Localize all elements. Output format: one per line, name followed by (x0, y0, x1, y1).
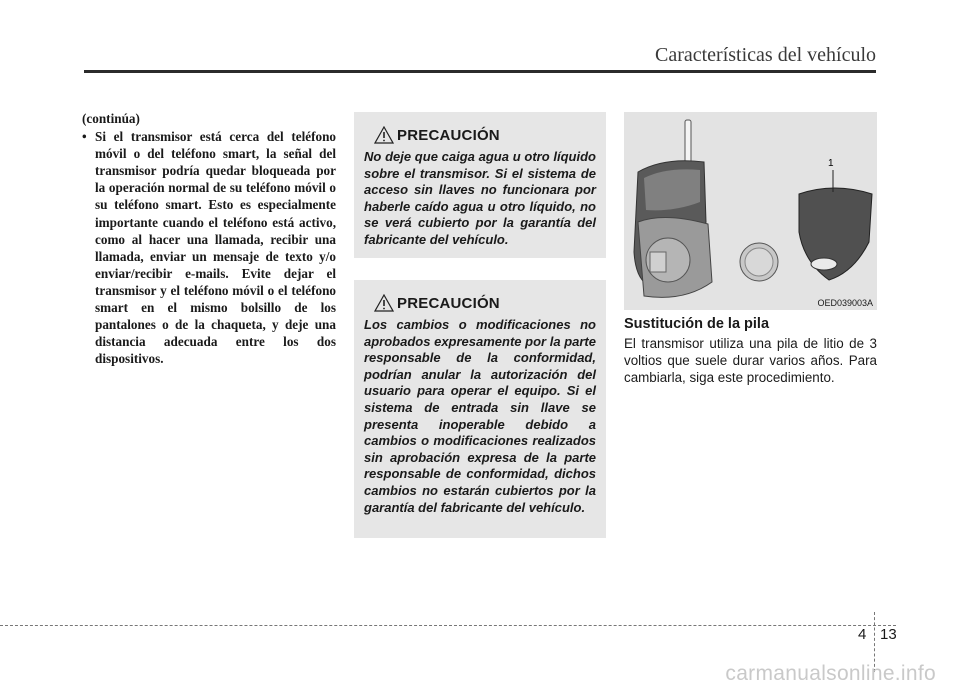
page-header-title: Características del vehículo (654, 44, 876, 66)
section-body: El transmisor utiliza una pila de litio de 3 voltios que suele durar varios años. Para cambiarla, siga este procedimiento. (624, 336, 877, 385)
bullet-item (82, 128, 336, 367)
warning-triangle-icon (374, 126, 394, 144)
chapter-number: 4 (858, 626, 867, 643)
caution-body: No deje que caiga agua u otro líquido sobre el transmisor. Si el sistema de acceso sin llaves no funcionara por haberle caído agua u otro líquido, no se verá cubierto por la garantía del fabricante del vehículo. (364, 149, 596, 247)
bullet-text: Si el transmisor está cerca del teléfono móvil o del teléfono smart, la señal del transmisor podría quedar bloqueada por la operación normal de su teléfono móvil o su teléfono smart. Esto es especialmente importante cuando el teléfono está activo, como al hacer una llamada, recibir una llamada, enviar un mensaje de texto y/o enviar/recibir e-mails. Evite dejar el transmisor y el teléfono móvil o el teléfono smart en el mismo bolsillo de los pantalones o de la chaqueta, y deje una distancia adecuada entre los dos dispositivos. (95, 129, 336, 367)
caution-title: PRECAUCIÓN (397, 127, 500, 144)
callout-number: 1 (828, 158, 834, 169)
figure-code: OED039003A (817, 298, 873, 308)
caution-body: Los cambios o modificaciones no aprobados expresamente por la parte responsable de la conformidad, podrían anular la autorización del usuario para operar el equipo. Si el sistema de entrada sin llave se presenta inoperable debido a cambios o modificaciones realizados sin aprobación expresa de la parte responsable de conformidad, dichos cambios no estarán cubiertos por la garantía del fabricante del vehículo. (364, 317, 596, 515)
caution-box-water (354, 112, 606, 258)
bullet-mark: • (82, 129, 87, 145)
caution-box-modifications (354, 280, 606, 538)
left-column (82, 110, 336, 367)
warning-triangle-icon (374, 294, 394, 312)
caution-title: PRECAUCIÓN (397, 295, 500, 312)
page-number: 13 (880, 626, 897, 643)
header-rule (84, 70, 876, 73)
caution-heading (374, 122, 596, 144)
key-fob-illustration (624, 112, 877, 310)
key-fob-battery-drawing (624, 112, 877, 310)
section-title: Sustitución de la pila (624, 316, 770, 332)
continued-label: (continúa) (82, 111, 140, 126)
watermark: carmanualsonline.info (725, 662, 936, 685)
footer-rule (0, 625, 896, 626)
caution-heading (374, 290, 596, 312)
